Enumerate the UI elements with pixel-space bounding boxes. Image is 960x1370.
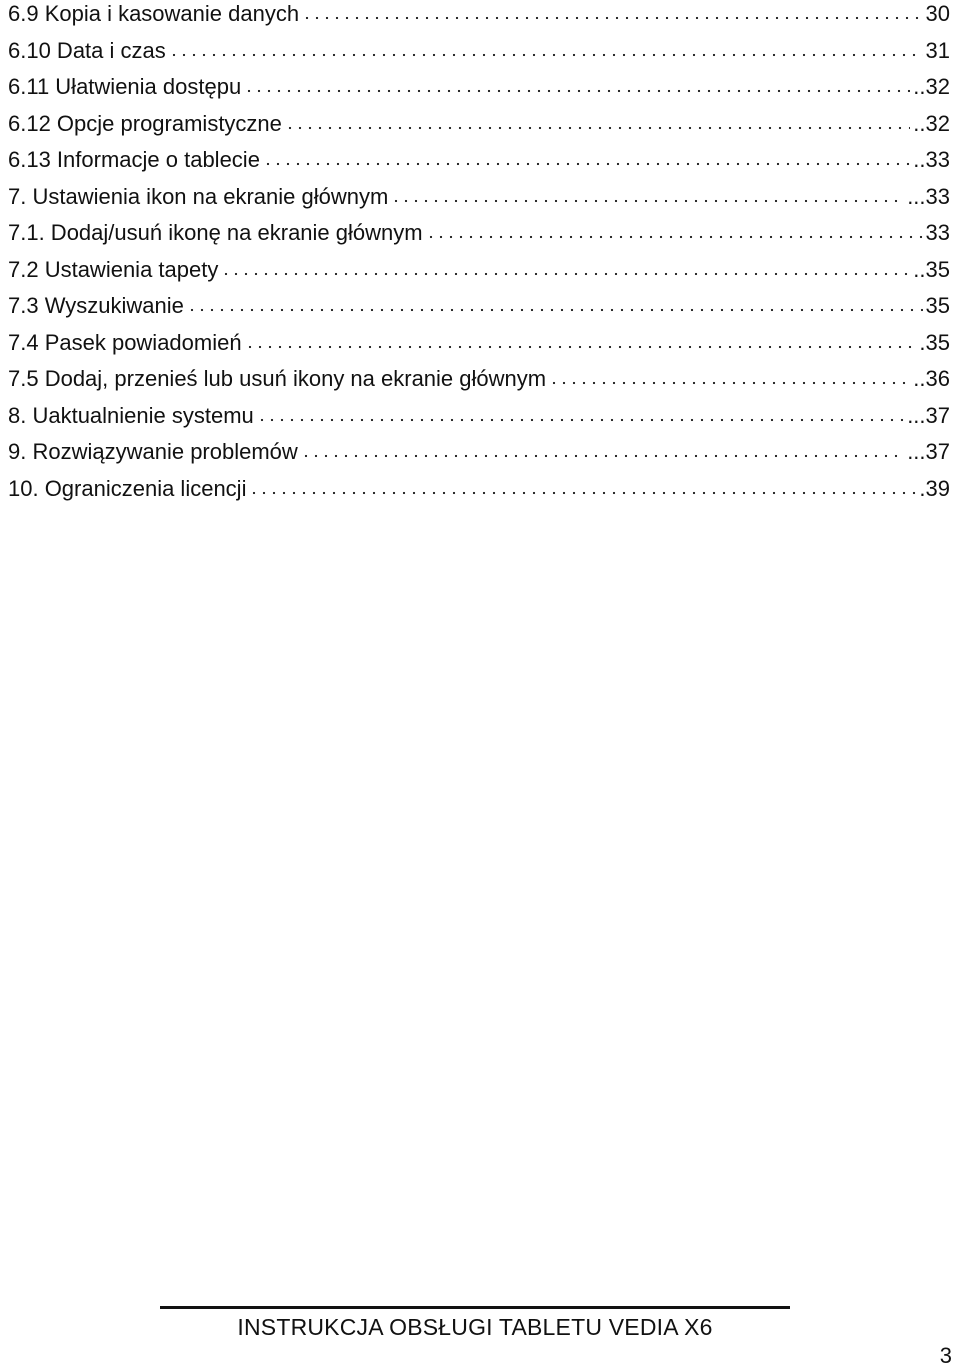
toc-entry[interactable] [8,292,950,329]
toc-entry-page: ..32 [913,110,950,136]
toc-entry-title: 10. Ograniczenia licencji [8,475,247,501]
toc-dot-leader [244,89,910,93]
toc-entry-title: 6.13 Informacje o tablecie [8,147,260,172]
toc-entry-page: 33 [925,220,950,245]
toc-entry[interactable] [8,329,950,366]
toc-dot-leader [549,381,910,385]
toc-entry[interactable] [8,0,950,37]
toc-entry[interactable] [8,146,950,183]
toc-entry-page: ..35 [913,256,950,282]
toc-dot-leader [187,308,923,312]
toc-entry[interactable] [8,365,950,402]
toc-dot-leader [391,199,904,203]
toc-dot-leader [257,418,904,422]
toc-entry-page: 35 [925,293,950,318]
toc-entry-title: 6.12 Opcje programistyczne [8,110,282,136]
toc-entry-title: 6.9 Kopia i kasowanie danych [8,1,300,26]
toc-entry-page: ..36 [913,366,950,391]
toc-dot-leader [263,162,910,166]
toc-dot-leader [169,53,923,57]
toc-dot-leader [301,454,904,458]
footer-title: INSTRUKCJA OBSŁUGI TABLETU VEDIA X6 [237,1314,713,1340]
toc-entry[interactable] [8,475,950,512]
footer-divider [160,1306,790,1309]
table-of-contents [8,0,950,511]
toc-entry[interactable] [8,37,950,74]
toc-entry-title: 6.10 Data i czas [8,37,166,63]
toc-entry-page: ...37 [907,439,950,464]
toc-entry[interactable] [8,256,950,293]
toc-dot-leader [249,491,916,495]
toc-entry-title: 7.3 Wyszukiwanie [8,293,184,318]
toc-entry-title: 8. Uaktualnienie systemu [8,402,254,428]
toc-entry[interactable] [8,219,950,256]
toc-entry-title: 7.4 Pasek powiadomień [8,329,242,355]
toc-entry-title: 7.1. Dodaj/usuń ikonę na ekranie głównym [8,220,423,245]
toc-entry-page: ..32 [913,74,950,99]
toc-entry[interactable] [8,402,950,439]
toc-entry[interactable] [8,110,950,147]
toc-dot-leader [426,235,923,239]
toc-entry-title: 7. Ustawienia ikon na ekranie głównym [8,183,389,209]
toc-entry[interactable] [8,73,950,110]
toc-dot-leader [245,345,917,349]
toc-entry-title: 7.5 Dodaj, przenieś lub usuń ikony na ekranie głównym [8,366,547,391]
toc-entry[interactable] [8,438,950,475]
toc-dot-leader [302,16,922,20]
toc-dot-leader [221,272,910,276]
page-number: 3 [939,1343,952,1368]
toc-entry[interactable] [8,183,950,220]
toc-entry-page: .39 [919,475,950,501]
toc-entry-page: ..33 [913,147,950,172]
toc-entry-page: 30 [925,1,950,26]
toc-entry-page: 31 [925,37,950,63]
toc-entry-title: 7.2 Ustawienia tapety [8,256,219,282]
toc-entry-title: 9. Rozwiązywanie problemów [8,439,298,464]
toc-entry-page: ...37 [907,402,950,428]
toc-entry-page: ...33 [907,183,950,209]
toc-entry-page: .35 [919,329,950,355]
toc-entry-title: 6.11 Ułatwienia dostępu [8,74,242,99]
toc-dot-leader [285,126,910,130]
